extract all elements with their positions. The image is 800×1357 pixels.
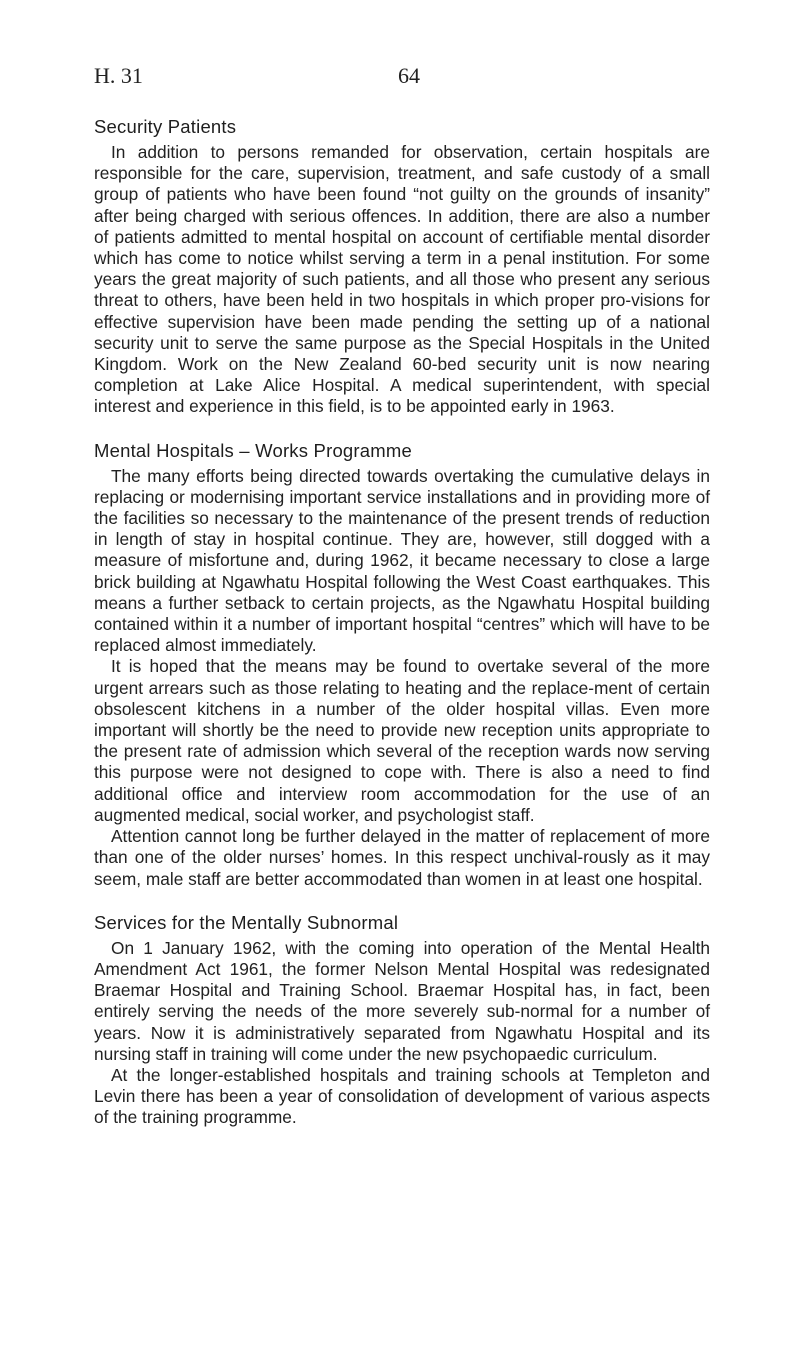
section-heading: Services for the Mentally Subnormal [94,911,399,933]
paragraph: At the longer-established hospitals and training schools at Templeton and Levin there has been a year of consolidation of development of various aspects of the training programme. [94,1064,710,1128]
section-heading: Mental Hospitals – Works Programme [94,439,412,461]
paragraph: The many efforts being directed towards overtaking the cumulative delays in replacing or modernising important service installations and in providing more of the facilities so necessary to the maintenance of the present trends of reduction in length of stay in hospital continue. They are, however, still dogged with a measure of misfortune and, during 1962, it became necessary to close a large brick building at Ngawhatu Hospital following the West Coast earthquakes. This means a further setback to certain projects, as the Ngawhatu Hospital building contained within it a number of important hospital “centres” which will have to be replaced almost immediately. [94,465,710,656]
page-number: 64 [398,63,420,88]
section-works-programme [94,440,710,890]
running-header [94,63,614,91]
section-heading: Security Patients [94,116,237,137]
paragraph: On 1 January 1962, with the coming into operation of the Mental Health Amendment Act 1961, the former Nelson Mental Hospital was redesignated Braemar Hospital and Training School. Braemar Hospital has, in fact, been entirely serving the needs of the more severely sub-normal for a number of years. Now it is administratively separated from Ngawhatu Hospital and its nursing staff in training will come under the new psychopaedic curriculum. [94,937,710,1064]
paragraph: It is hoped that the means may be found to overtake several of the more urgent arrears such as those relating to heating and the replace-ment of certain obsolescent kitchens in a number of the older hospital villas. Even more important will shortly be the need to provide new reception units appropriate to the present rate of admission which several of the reception wards now serving this purpose were not designed to cope with. There is also a need to find additional office and interview room accommodation for the use of an augmented medical, social worker, and psychologist staff. [94,656,710,825]
document-reference: H. 31 [94,63,143,88]
section-security-patients [94,116,710,418]
document-body [94,116,710,1151]
paragraph: In addition to persons remanded for observation, certain hospitals are responsible for the care, supervision, treatment, and safe custody of a small group of patients who have been found “not guilty on the grounds of insanity” after being charged with serious offences. In addition, there are also a number of patients admitted to mental hospital on account of certifiable mental disorder which has come to notice whilst serving a term in a penal institution. For some years the great majority of such patients, and all those who present any serious threat to others, have been held in two hospitals in which proper pro-visions for effective supervision have been made pending the setting up of a national security unit to serve the same purpose as the Special Hospitals in the United Kingdom. Work on the New Zealand 60-bed security unit is now nearing completion at Lake Alice Hospital. A medical superintendent, with special interest and experience in this field, is to be appointed early in 1963. [94,142,710,417]
paragraph: Attention cannot long be further delayed in the matter of replacement of more than one of the older nurses’ homes. In this respect unchival-rously as it may seem, male staff are better accommodated than women in at least one hospital. [94,826,710,889]
section-mentally-subnormal [94,912,710,1129]
